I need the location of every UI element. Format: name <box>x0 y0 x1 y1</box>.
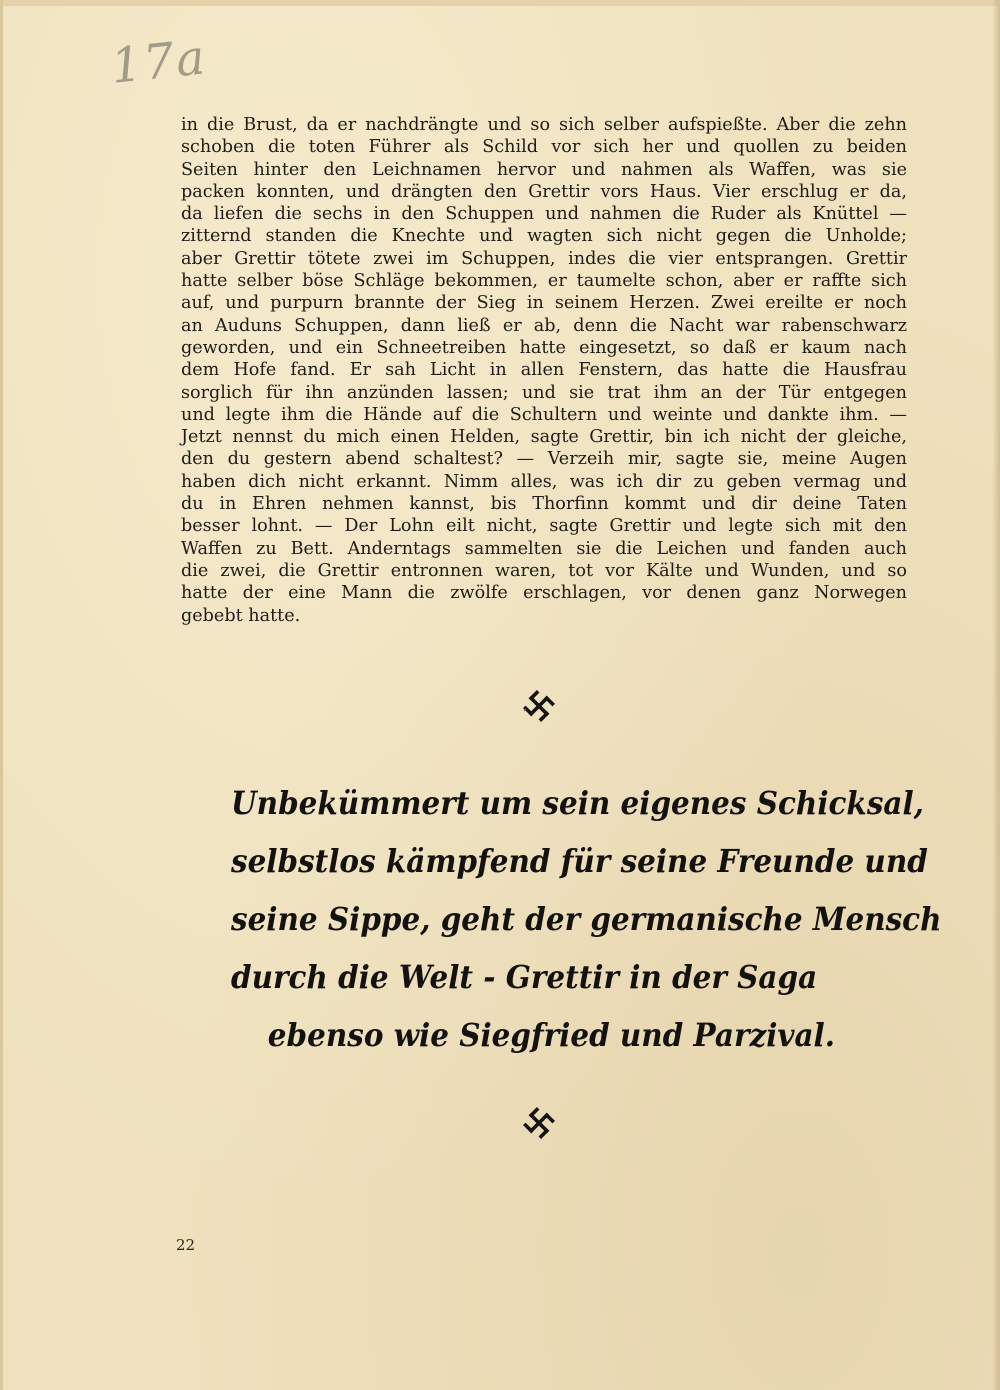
motto-line: selbstlos kämpfend für seine Freunde und <box>231 842 928 880</box>
body-line: den du gestern abend schaltest? — Verzeih mir, sagte sie, meine Augen <box>181 449 907 470</box>
hooked-cross-ornament-icon <box>519 1103 559 1143</box>
body-line: zitternd standen die Knechte und wagten sich nicht gegen die Unholde; <box>181 226 907 247</box>
body-line: du in Ehren nehmen kannst, bis Thorfinn kommt und dir deine Taten <box>181 494 907 515</box>
body-line: schoben die toten Führer als Schild vor sich her und quollen zu beiden <box>181 137 907 158</box>
body-line: in die Brust, da er nachdrängte und so sich selber aufspießte. Aber die zehn <box>181 115 907 135</box>
body-line: hatte selber böse Schläge bekommen, er taumelte schon, aber er raffte sich <box>181 271 907 292</box>
motto-line: durch die Welt - Grettir in der Saga <box>231 958 818 996</box>
page-number: 22 <box>176 1236 196 1254</box>
body-line: dem Hofe fand. Er sah Licht in allen Fenstern, das hatte die Hausfrau <box>181 360 907 381</box>
body-line: Jetzt nennst du mich einen Helden, sagte Grettir, bin ich nicht der gleiche, <box>181 427 907 448</box>
body-line: Seiten hinter den Leichnamen hervor und nahmen als Waffen, was sie <box>181 159 907 180</box>
body-line: hatte der eine Mann die zwölfe erschlagen, vor denen ganz Norwegen <box>181 583 907 604</box>
body-line: auf, und purpurn brannte der Sieg in seinem Herzen. Zwei ereilte er noch <box>181 293 907 314</box>
body-line: die zwei, die Grettir entronnen waren, tot vor Kälte und Wunden, und so <box>181 560 907 581</box>
motto-line: seine Sippe, geht der germanische Mensch <box>231 900 942 938</box>
page-right-edge <box>992 0 998 1390</box>
motto-line: Unbekümmert um sein eigenes Schicksal, <box>231 784 924 822</box>
body-line: Waffen zu Bett. Anderntags sammelten sie die Leichen und fanden auch <box>181 538 907 559</box>
motto-quote <box>231 774 942 1064</box>
body-line-last: gebebt hatte. <box>181 605 301 626</box>
body-paragraph <box>181 114 907 627</box>
page-top-edge <box>3 0 1000 6</box>
body-line: besser lohnt. — Der Lohn eilt nicht, sagte Grettir und legte sich mit den <box>181 516 907 537</box>
body-line: sorglich für ihn anzünden lassen; und sie trat ihm an der Tür entgegen <box>181 382 907 403</box>
body-line: packen konnten, und drängten den Grettir vors Haus. Vier erschlug er da, <box>181 181 907 202</box>
body-line: und legte ihm die Hände auf die Schultern und weinte und dankte ihm. — <box>181 404 907 425</box>
body-line: aber Grettir tötete zwei im Schuppen, indes die vier entsprangen. Grettir <box>181 248 907 269</box>
body-line: da liefen die sechs in den Schuppen und nahmen die Ruder als Knüttel — <box>181 204 907 225</box>
body-line: haben dich nicht erkannt. Nimm alles, was ich dir zu geben vermag und <box>181 471 907 492</box>
body-line: geworden, und ein Schneetreiben hatte eingesetzt, so daß er kaum nach <box>181 337 907 358</box>
hooked-cross-ornament-icon <box>519 686 559 726</box>
pencil-page-note: 17a <box>108 29 210 95</box>
body-line: an Auduns Schuppen, dann ließ er ab, denn die Nacht war rabenschwarz <box>181 315 907 336</box>
motto-line: ebenso wie Siegfried und Parzival. <box>267 1016 835 1054</box>
